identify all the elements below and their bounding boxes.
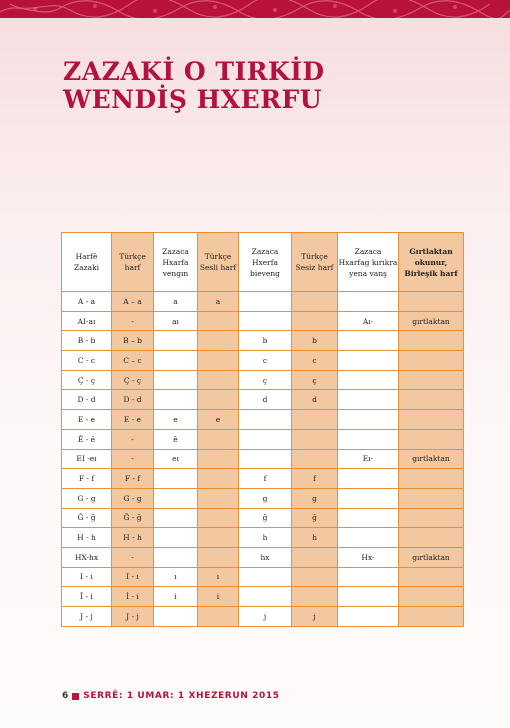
table-cell — [399, 292, 464, 312]
table-cell: EI -eı — [62, 449, 112, 469]
column-header: Gırtlaktan okunur, Birleşik harf — [399, 233, 464, 292]
table-row — [62, 528, 464, 548]
table-cell: gırtlaktan — [399, 449, 464, 469]
table-cell: F - f — [112, 469, 154, 489]
table-cell: Eı- — [338, 449, 399, 469]
table-cell: i — [198, 587, 239, 607]
table-cell — [198, 488, 239, 508]
table-cell: Ç - ç — [62, 370, 112, 390]
table-cell — [338, 528, 399, 548]
table-row — [62, 488, 464, 508]
table-cell — [239, 429, 292, 449]
table-cell: gırtlaktan — [399, 547, 464, 567]
table-cell: C - c — [62, 351, 112, 371]
table-cell: D - d — [112, 390, 154, 410]
table-cell — [239, 292, 292, 312]
table-cell: ç — [292, 370, 338, 390]
publication-info: SERRÊ: 1 UMAR: 1 XHEZERUN 2015 — [83, 691, 280, 701]
table-cell — [239, 567, 292, 587]
table-cell: ı — [198, 567, 239, 587]
table-cell — [292, 311, 338, 331]
table-cell — [338, 351, 399, 371]
table-cell: h — [239, 528, 292, 548]
table-row — [62, 311, 464, 331]
table-cell: c — [239, 351, 292, 371]
table-cell — [198, 547, 239, 567]
table-cell — [154, 607, 198, 627]
table-cell — [154, 331, 198, 351]
table-cell — [198, 351, 239, 371]
table-cell — [198, 508, 239, 528]
table-cell: - — [112, 449, 154, 469]
table-cell — [239, 311, 292, 331]
table-cell: hx — [239, 547, 292, 567]
table-cell — [292, 449, 338, 469]
column-header: Türkçe Sesiz harf — [292, 233, 338, 292]
table-cell: I - ı — [62, 567, 112, 587]
column-header: Zazaca Hxarfag kırıkra yena vanş — [338, 233, 399, 292]
table-cell: A - a — [62, 292, 112, 312]
table-cell — [338, 567, 399, 587]
table-cell — [399, 508, 464, 528]
decorative-header-band — [0, 0, 510, 18]
table-cell: e — [198, 410, 239, 430]
table-cell — [198, 449, 239, 469]
square-bullet-icon — [72, 693, 79, 700]
table-row — [62, 587, 464, 607]
table-cell: E - e — [112, 410, 154, 430]
table-cell: d — [239, 390, 292, 410]
table-cell: AI-aı — [62, 311, 112, 331]
table-cell: b — [239, 331, 292, 351]
table-cell: C – c — [112, 351, 154, 371]
floral-pattern — [0, 0, 510, 18]
table-cell — [292, 547, 338, 567]
table-cell — [399, 607, 464, 627]
table-cell: g — [292, 488, 338, 508]
table-cell: h — [292, 528, 338, 548]
page-title — [63, 58, 325, 114]
table-cell — [292, 587, 338, 607]
table-cell — [338, 488, 399, 508]
table-cell — [292, 410, 338, 430]
table-row — [62, 410, 464, 430]
table-cell — [198, 607, 239, 627]
table-cell: B – b — [112, 331, 154, 351]
table-cell: - — [112, 429, 154, 449]
table-row — [62, 351, 464, 371]
table-cell — [399, 390, 464, 410]
table-cell — [338, 370, 399, 390]
column-header: Zazaca Hxarfa vengın — [154, 233, 198, 292]
column-header: Zazaca Hxerfa bieveng — [239, 233, 292, 292]
table-cell — [154, 390, 198, 410]
table-cell: aı — [154, 311, 198, 331]
header-row — [62, 233, 464, 292]
column-header: Türkçe harf — [112, 233, 154, 292]
alphabet-comparison-table — [61, 232, 464, 627]
table-cell — [292, 567, 338, 587]
column-header: Türkçe Sesli harf — [198, 233, 239, 292]
table-cell: D - d — [62, 390, 112, 410]
table-row — [62, 607, 464, 627]
table-cell — [198, 429, 239, 449]
table-cell: H - h — [62, 528, 112, 548]
table-cell — [239, 587, 292, 607]
table-cell: eı — [154, 449, 198, 469]
table-cell — [239, 410, 292, 430]
table-header — [62, 233, 464, 292]
title-line-2: WENDİŞ HXERFU — [63, 85, 323, 114]
table-cell: G - g — [112, 488, 154, 508]
table-cell — [198, 311, 239, 331]
table-cell: ê — [154, 429, 198, 449]
table-cell: HX-hx — [62, 547, 112, 567]
table-cell: a — [154, 292, 198, 312]
table-cell — [399, 469, 464, 489]
table-cell — [154, 547, 198, 567]
table-row — [62, 547, 464, 567]
table-cell — [338, 390, 399, 410]
table-cell: j — [292, 607, 338, 627]
table-row — [62, 449, 464, 469]
table-cell — [399, 370, 464, 390]
table-cell — [338, 469, 399, 489]
table-cell: Ğ - ğ — [62, 508, 112, 528]
table-cell: Hx- — [338, 547, 399, 567]
table-row — [62, 469, 464, 489]
table-row — [62, 331, 464, 351]
table-cell — [292, 292, 338, 312]
table-cell — [399, 488, 464, 508]
table-cell — [154, 469, 198, 489]
table-cell — [399, 410, 464, 430]
table-row — [62, 508, 464, 528]
table-cell — [198, 331, 239, 351]
table-cell — [198, 528, 239, 548]
table-cell: d — [292, 390, 338, 410]
table-cell: Ê - ê — [62, 429, 112, 449]
alphabet-table-container — [61, 232, 458, 627]
table-cell: - — [112, 547, 154, 567]
table-cell: ı — [154, 567, 198, 587]
table-cell — [239, 449, 292, 469]
table-cell — [198, 390, 239, 410]
table-cell — [154, 488, 198, 508]
page-number: 6 — [62, 691, 69, 701]
table-cell: A – a — [112, 292, 154, 312]
table-row — [62, 390, 464, 410]
table-cell — [338, 410, 399, 430]
table-row — [62, 370, 464, 390]
table-cell: c — [292, 351, 338, 371]
table-cell: g — [239, 488, 292, 508]
table-cell — [198, 370, 239, 390]
table-cell — [154, 528, 198, 548]
table-cell — [338, 508, 399, 528]
table-cell: B - b — [62, 331, 112, 351]
table-cell — [399, 429, 464, 449]
table-cell: Aı- — [338, 311, 399, 331]
table-row — [62, 429, 464, 449]
table-cell: ğ — [239, 508, 292, 528]
table-cell: - — [112, 311, 154, 331]
table-cell — [198, 469, 239, 489]
table-cell — [399, 351, 464, 371]
table-cell: H - h — [112, 528, 154, 548]
table-cell: F - f — [62, 469, 112, 489]
table-cell: i — [154, 587, 198, 607]
table-cell: E - e — [62, 410, 112, 430]
table-row — [62, 292, 464, 312]
table-cell — [399, 528, 464, 548]
table-cell — [154, 370, 198, 390]
table-cell: ç — [239, 370, 292, 390]
title-line-1: ZAZAKİ O TIRKİD — [63, 57, 325, 86]
table-cell: İ - i — [112, 587, 154, 607]
table-cell: j — [239, 607, 292, 627]
table-cell: Î - i — [62, 587, 112, 607]
table-cell: e — [154, 410, 198, 430]
table-cell: J - j — [112, 607, 154, 627]
table-body — [62, 292, 464, 627]
table-row — [62, 567, 464, 587]
table-cell — [154, 351, 198, 371]
table-cell: b — [292, 331, 338, 351]
table-cell: J - j — [62, 607, 112, 627]
table-cell — [338, 292, 399, 312]
table-cell — [292, 429, 338, 449]
table-cell: ğ — [292, 508, 338, 528]
table-cell: gırtlaktan — [399, 311, 464, 331]
table-cell — [338, 331, 399, 351]
table-cell: f — [239, 469, 292, 489]
page-footer — [62, 691, 280, 701]
table-cell — [399, 567, 464, 587]
table-cell — [154, 508, 198, 528]
table-cell: Ç - ç — [112, 370, 154, 390]
table-cell: Ğ - ğ — [112, 508, 154, 528]
table-cell — [399, 587, 464, 607]
table-cell: I - ı — [112, 567, 154, 587]
table-cell — [399, 331, 464, 351]
table-cell — [338, 587, 399, 607]
table-cell: a — [198, 292, 239, 312]
column-header: Harfê Zazaki — [62, 233, 112, 292]
table-cell: G - g — [62, 488, 112, 508]
table-cell — [338, 607, 399, 627]
table-cell: f — [292, 469, 338, 489]
table-cell — [338, 429, 399, 449]
